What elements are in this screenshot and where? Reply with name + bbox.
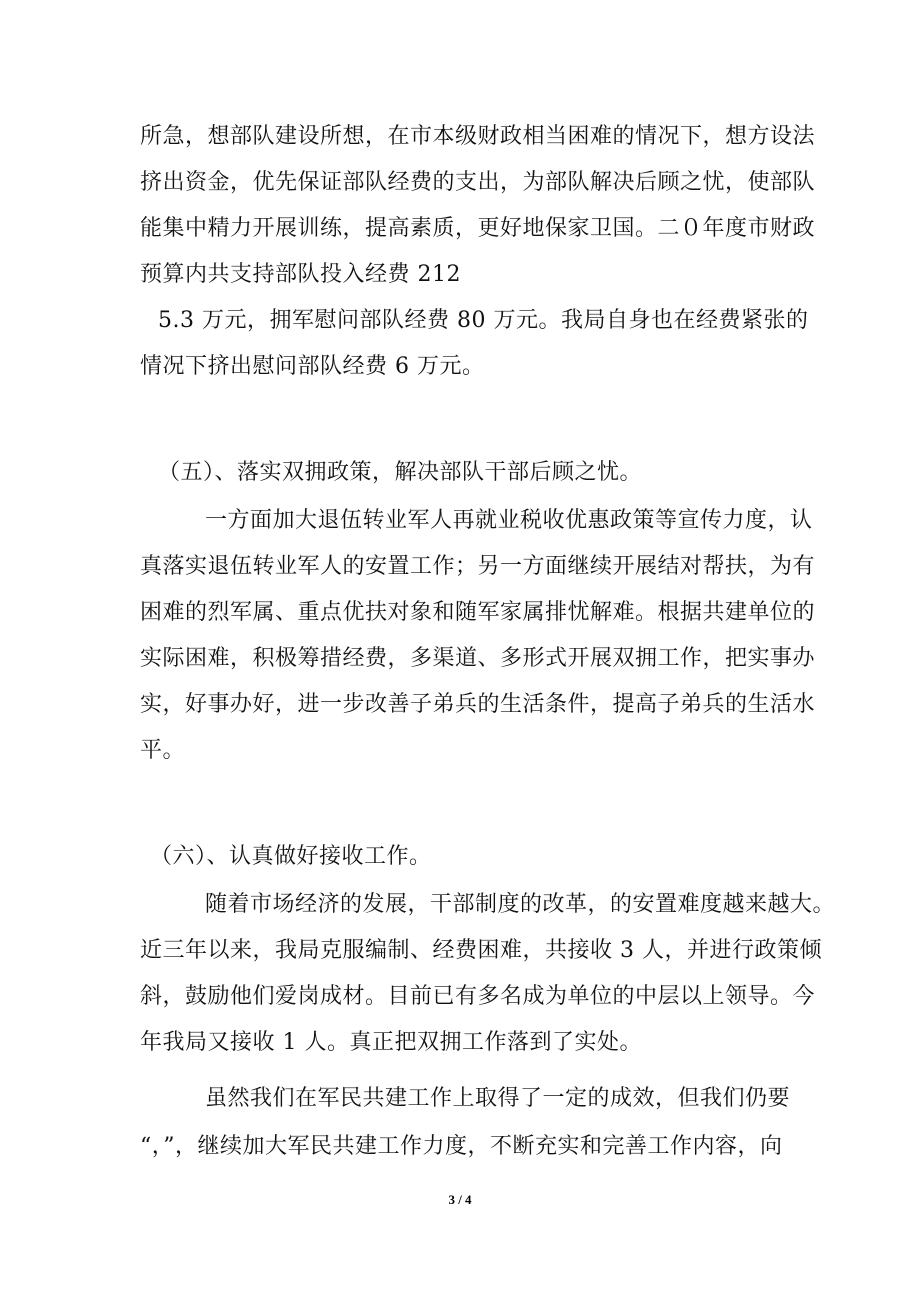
page-number: 3 / 4 [448,1192,472,1207]
text-line: 平。 [140,738,186,763]
text-line: 年我局又接收 1 人。真正把双拥工作落到了实处。 [140,1030,642,1055]
section-heading: （六）、认真做好接收工作。 [150,844,432,869]
text-line: 实，好事办好，进一步改善子弟兵的生活条件，提高子弟兵的生活水 [140,692,816,717]
text-line: 实际困难，积极筹措经费，多渠道、多形式开展双拥工作，把实事办 [140,646,816,671]
section-heading: （五）、落实双拥政策，解决部队干部后顾之忧。 [158,460,643,485]
text-line: 挤出资金，优先保证部队经费的支出，为部队解决后顾之忧，使部队 [140,170,816,195]
text-line: 能集中精力开展训练，提高素质，更好地保家卫国。二０年度市财政 [140,216,816,241]
text-line: 一方面加大退伍转业军人再就业税收优惠政策等宣传力度，认 [205,508,813,533]
text-line: 5.3 万元，拥军慰问部队经费 80 万元。我局自身也在经费紧张的 [158,308,809,333]
text-line: 所急，想部队建设所想，在市本级财政相当困难的情况下，想方设法 [140,124,816,149]
text-line: 困难的烈军属、重点优扶对象和随军家属排忧解难。根据共建单位的 [140,600,816,625]
text-line: 虽然我们在军民共建工作上取得了一定的成效，但我们仍要 [205,1086,791,1111]
text-line: 预算内共支持部队投入经费 212 [140,262,461,287]
text-line: 真落实退伍转业军人的安置工作；另一方面继续开展结对帮扶，为有 [140,554,816,579]
text-line: 斜，鼓励他们爱岗成材。目前已有多名成为单位的中层以上领导。今 [140,984,816,1009]
text-line: “，”，继续加大军民共建工作力度，不断充实和完善工作内容，向 [140,1134,783,1159]
text-line: 近三年以来，我局克服编制、经费困难，共接收 3 人，并进行政策倾 [140,938,822,963]
text-line: 随着市场经济的发展，干部制度的改革，的安置难度越来越大。 [205,892,836,917]
text-line: 情况下挤出慰问部队经费 6 万元。 [140,354,485,379]
